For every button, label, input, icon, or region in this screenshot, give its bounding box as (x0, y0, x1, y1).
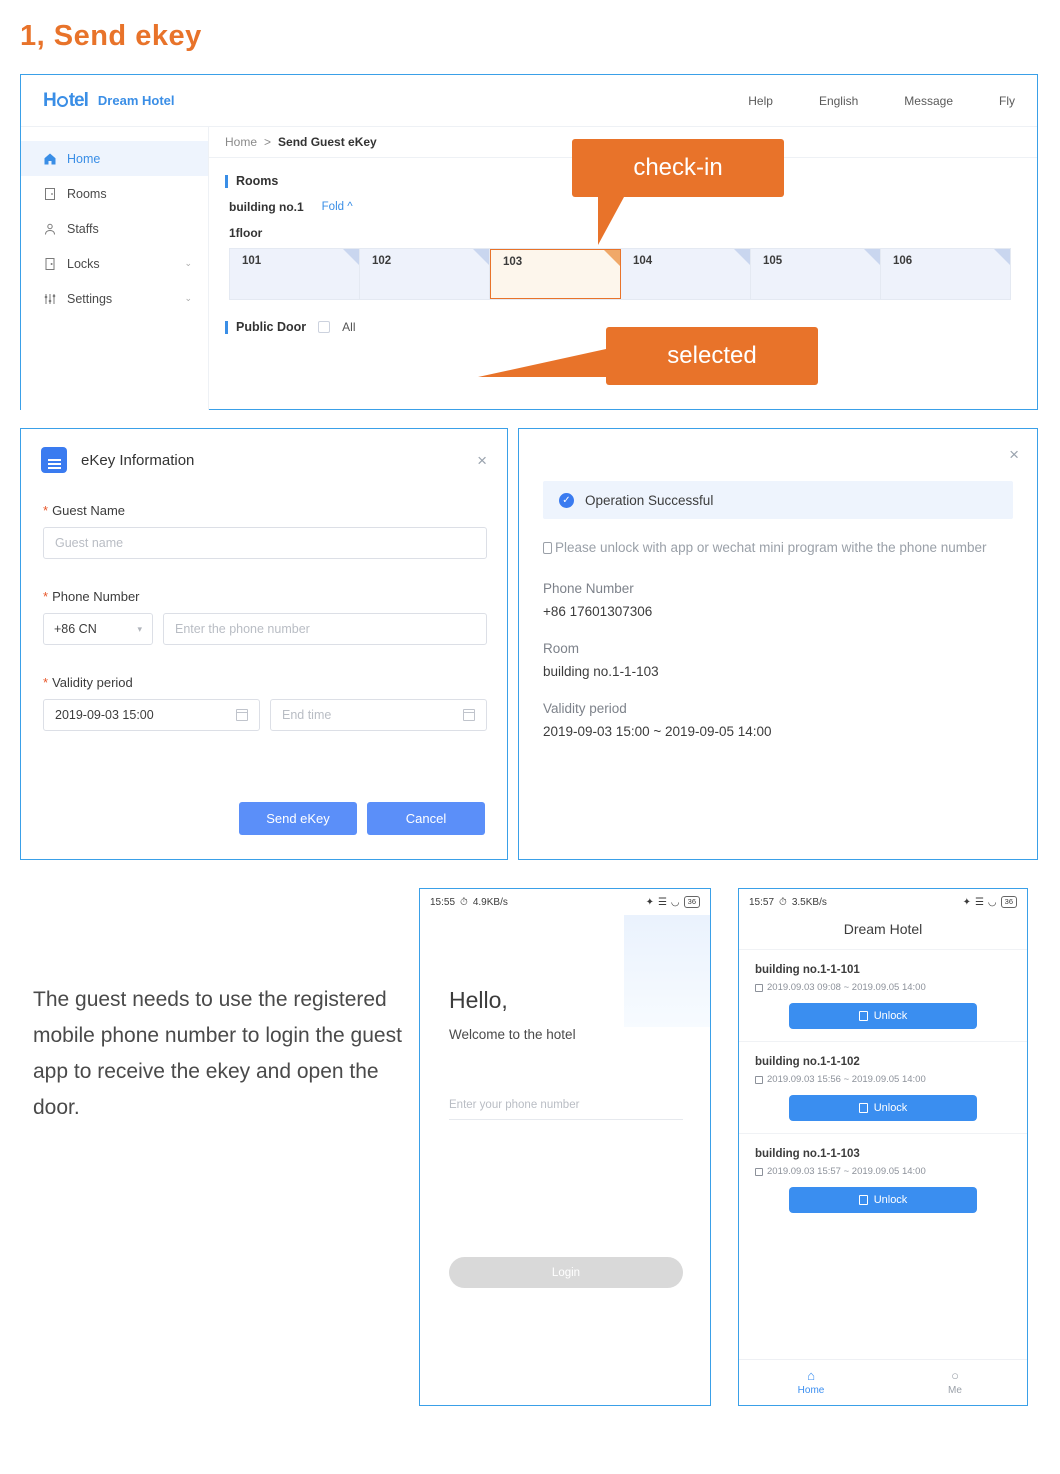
success-phone-label: Phone Number (543, 580, 634, 596)
guest-name-label-text: Guest Name (52, 503, 126, 518)
tab-home-label: Home (797, 1385, 825, 1396)
ekey-dialog-actions (239, 802, 485, 835)
guide-paragraph: The guest needs to use the registered mobile phone number to login the guest app to receive the ekey and open the door. (33, 988, 402, 1120)
brand-logo[interactable] (43, 90, 175, 112)
room-cell-101[interactable] (230, 249, 360, 299)
phone-number-label-text: Phone Number (52, 589, 140, 604)
phone-number-input[interactable] (449, 1099, 683, 1120)
document-icon (41, 447, 67, 473)
room-cell-103[interactable] (490, 249, 621, 299)
operation-success-dialog (518, 428, 1038, 860)
list-item (739, 949, 1027, 1029)
callout-check-in-label: check-in (633, 154, 723, 181)
lock-validity (755, 1166, 1011, 1177)
required-mark: * (43, 675, 49, 690)
phone-number-placeholder: Enter the phone number (175, 622, 310, 636)
calendar-icon (236, 709, 248, 721)
bluetooth-icon: ✦ (962, 896, 971, 908)
sidebar-item-staffs-label: Staffs (67, 221, 99, 236)
nav-help[interactable]: Help (748, 93, 773, 108)
room-corner-icon (604, 250, 620, 266)
lock-validity (755, 982, 1011, 993)
building-row (229, 200, 1037, 214)
list-item (739, 1133, 1027, 1213)
validity-period-label-text: Validity period (52, 675, 133, 690)
unlock-button[interactable] (789, 1003, 977, 1029)
phone-icon (543, 542, 552, 554)
status-icons (646, 896, 700, 908)
ekey-dialog-title: eKey Information (81, 451, 195, 469)
status-time: 15:55 (430, 896, 456, 908)
end-time-input[interactable] (270, 699, 487, 731)
phone-number-label (43, 589, 507, 604)
guest-app-ekey-list-screen (738, 888, 1028, 1406)
success-validity-label: Validity period (543, 700, 627, 716)
chevron-down-icon: ▾ (137, 623, 142, 634)
guest-name-placeholder: Guest name (55, 536, 124, 550)
fold-link[interactable]: Fold ^ (321, 201, 353, 213)
ekey-information-dialog (20, 428, 508, 860)
lock-validity-text: 2019.09.03 15:57 ~ 2019.09.05 14:00 (767, 1166, 926, 1177)
public-door-all-label: All (342, 320, 356, 334)
hotel-name: Dream Hotel (97, 93, 175, 108)
success-phone-value: +86 17601307306 (543, 603, 653, 619)
breadcrumb-separator: > (264, 135, 272, 149)
success-validity-value: 2019-09-03 15:00 ~ 2019-09-05 14:00 (543, 723, 772, 739)
success-room-label: Room (543, 640, 580, 656)
wifi-icon: ◡ (987, 896, 997, 908)
room-number: 104 (633, 255, 653, 267)
calendar-icon (755, 1168, 763, 1176)
lock-validity (755, 1074, 1011, 1085)
callout-tail (598, 197, 624, 245)
phone-number-placeholder: Enter your phone number (449, 1099, 580, 1111)
status-icons (963, 896, 1017, 908)
nav-fly[interactable]: Fly (999, 93, 1015, 108)
unlock-button[interactable] (789, 1187, 977, 1213)
rooms-grid (229, 248, 1011, 300)
bottom-tabbar (739, 1359, 1027, 1405)
tab-me-label: Me (948, 1385, 962, 1396)
lock-validity-text: 2019.09.03 15:56 ~ 2019.09.05 14:00 (767, 1074, 926, 1085)
room-cell-106[interactable] (881, 249, 1010, 299)
unlock-button-label: Unlock (873, 1102, 908, 1114)
guest-name-input[interactable] (43, 527, 487, 559)
sidebar-item-settings-label: Settings (67, 291, 113, 306)
room-corner-icon (473, 249, 489, 265)
status-network-speed: 4.9KB/s (472, 896, 508, 908)
required-mark: * (43, 589, 49, 604)
lock-validity-text: 2019.09.03 09:08 ~ 2019.09.05 14:00 (767, 982, 926, 993)
status-bar (739, 889, 1027, 915)
success-note (543, 537, 1013, 559)
room-number: 106 (893, 255, 913, 267)
lock-icon (859, 1195, 868, 1205)
sidebar-item-staffs[interactable] (21, 211, 208, 246)
sidebar-item-settings[interactable] (21, 281, 208, 316)
callout-selected-label: selected (667, 342, 757, 369)
home-icon (43, 152, 57, 166)
status-bar (420, 889, 710, 915)
ekey-dialog-header (21, 429, 507, 473)
callout-selected (606, 327, 818, 385)
check-circle-icon: ✓ (559, 493, 574, 508)
section-accent-bar (225, 175, 228, 188)
calendar-icon (755, 984, 763, 992)
chevron-down-icon: ⌄ (184, 258, 192, 268)
success-banner-label: Operation Successful (585, 492, 714, 508)
sidebar-item-locks[interactable] (21, 246, 208, 281)
rooms-icon (43, 187, 57, 201)
room-corner-icon (864, 249, 880, 265)
status-network-speed: 3.5KB/s (791, 896, 827, 908)
lock-name: building no.1-1-101 (755, 964, 860, 976)
locks-icon (43, 257, 57, 271)
unlock-button[interactable] (789, 1095, 977, 1121)
nav-message-label: Message (904, 93, 953, 108)
callout-check-in (572, 139, 784, 197)
cancel-button[interactable]: Cancel (367, 802, 485, 835)
person-icon: ○ (951, 1368, 959, 1383)
public-door-title (225, 320, 306, 334)
page-title: 1, Send ekey (20, 20, 202, 52)
guest-name-label (43, 503, 507, 518)
status-time: 15:57 (749, 896, 775, 908)
phone-number-input[interactable] (163, 613, 487, 645)
welcome-text: Welcome to the hotel (449, 1027, 576, 1042)
room-corner-icon (994, 249, 1010, 265)
success-banner (543, 481, 1013, 519)
room-number: 102 (372, 255, 392, 267)
success-room-value: building no.1-1-103 (543, 663, 659, 679)
app-title: Dream Hotel (843, 921, 923, 937)
sidebar-item-locks-label: Locks (67, 256, 100, 271)
battery-icon: 36 (1001, 896, 1017, 908)
success-note-text: Please unlock with app or wechat mini program withe the phone number (555, 540, 987, 555)
room-number: 103 (503, 256, 523, 268)
alarm-icon: ⏱ (779, 896, 787, 908)
nav-english[interactable]: English (818, 93, 859, 108)
tab-home[interactable] (739, 1360, 883, 1405)
staffs-icon (43, 222, 57, 236)
floor-label: 1floor (229, 226, 263, 240)
validity-row (43, 699, 507, 731)
lock-name: building no.1-1-102 (755, 1056, 860, 1068)
signal-icon: ☰ (657, 896, 667, 908)
close-icon[interactable]: × (477, 450, 487, 470)
end-time-placeholder: End time (282, 708, 332, 722)
sidebar-item-rooms[interactable] (21, 176, 208, 211)
nav-message[interactable] (904, 94, 953, 108)
sidebar-item-home[interactable] (21, 141, 208, 176)
room-corner-icon (734, 249, 750, 265)
hotel-logo-icon: H tel (43, 89, 88, 111)
lock-icon (859, 1011, 868, 1021)
list-item (739, 1041, 1027, 1121)
room-cell-104[interactable] (621, 249, 751, 299)
tab-me[interactable] (883, 1360, 1027, 1405)
lock-name: building no.1-1-103 (755, 1148, 860, 1160)
console-top-nav (748, 94, 1015, 108)
battery-icon: 36 (684, 896, 700, 908)
country-code-select[interactable] (43, 613, 153, 645)
calendar-icon (755, 1076, 763, 1084)
chevron-down-icon: ⌄ (184, 293, 192, 303)
room-number: 101 (242, 255, 262, 267)
calendar-icon (463, 709, 475, 721)
send-ekey-button[interactable]: Send eKey (239, 802, 357, 835)
validity-period-label (43, 675, 507, 690)
room-corner-icon (343, 249, 359, 265)
lock-icon (859, 1103, 868, 1113)
country-code-value: +86 CN (54, 622, 97, 636)
login-button[interactable]: Login (449, 1257, 683, 1288)
breadcrumb-current: Send Guest eKey (278, 135, 377, 149)
start-time-value: 2019-09-03 15:00 (55, 708, 154, 722)
breadcrumb-home[interactable]: Home (225, 135, 258, 149)
sidebar-item-rooms-label: Rooms (67, 186, 107, 201)
sidebar-item-home-label: Home (67, 151, 101, 166)
building-name: building no.1 (229, 200, 304, 214)
home-icon: ⌂ (807, 1368, 815, 1383)
console-sidebar (21, 127, 209, 410)
room-cell-105[interactable] (751, 249, 881, 299)
public-door-all-checkbox[interactable] (318, 321, 330, 333)
unlock-button-label: Unlock (873, 1010, 908, 1022)
room-number: 105 (763, 255, 783, 267)
start-time-input[interactable] (43, 699, 260, 731)
guest-app-login-screen (419, 888, 711, 1406)
phone-row (43, 613, 507, 645)
bluetooth-icon: ✦ (645, 896, 654, 908)
alarm-icon: ⏱ (460, 896, 468, 908)
login-decoration (624, 915, 710, 1027)
close-icon[interactable]: × (1009, 445, 1019, 464)
console-header (21, 75, 1037, 127)
public-door-label: Public Door (236, 320, 307, 334)
required-mark: * (43, 503, 49, 518)
callout-tail (478, 349, 606, 377)
unlock-button-label: Unlock (873, 1194, 908, 1206)
signal-icon: ☰ (974, 896, 984, 908)
settings-icon (43, 292, 57, 306)
wifi-icon: ◡ (670, 896, 680, 908)
hello-heading: Hello, (449, 987, 508, 1013)
rooms-section-label: Rooms (236, 174, 279, 188)
section-accent-bar (225, 321, 228, 334)
room-cell-102[interactable] (360, 249, 490, 299)
